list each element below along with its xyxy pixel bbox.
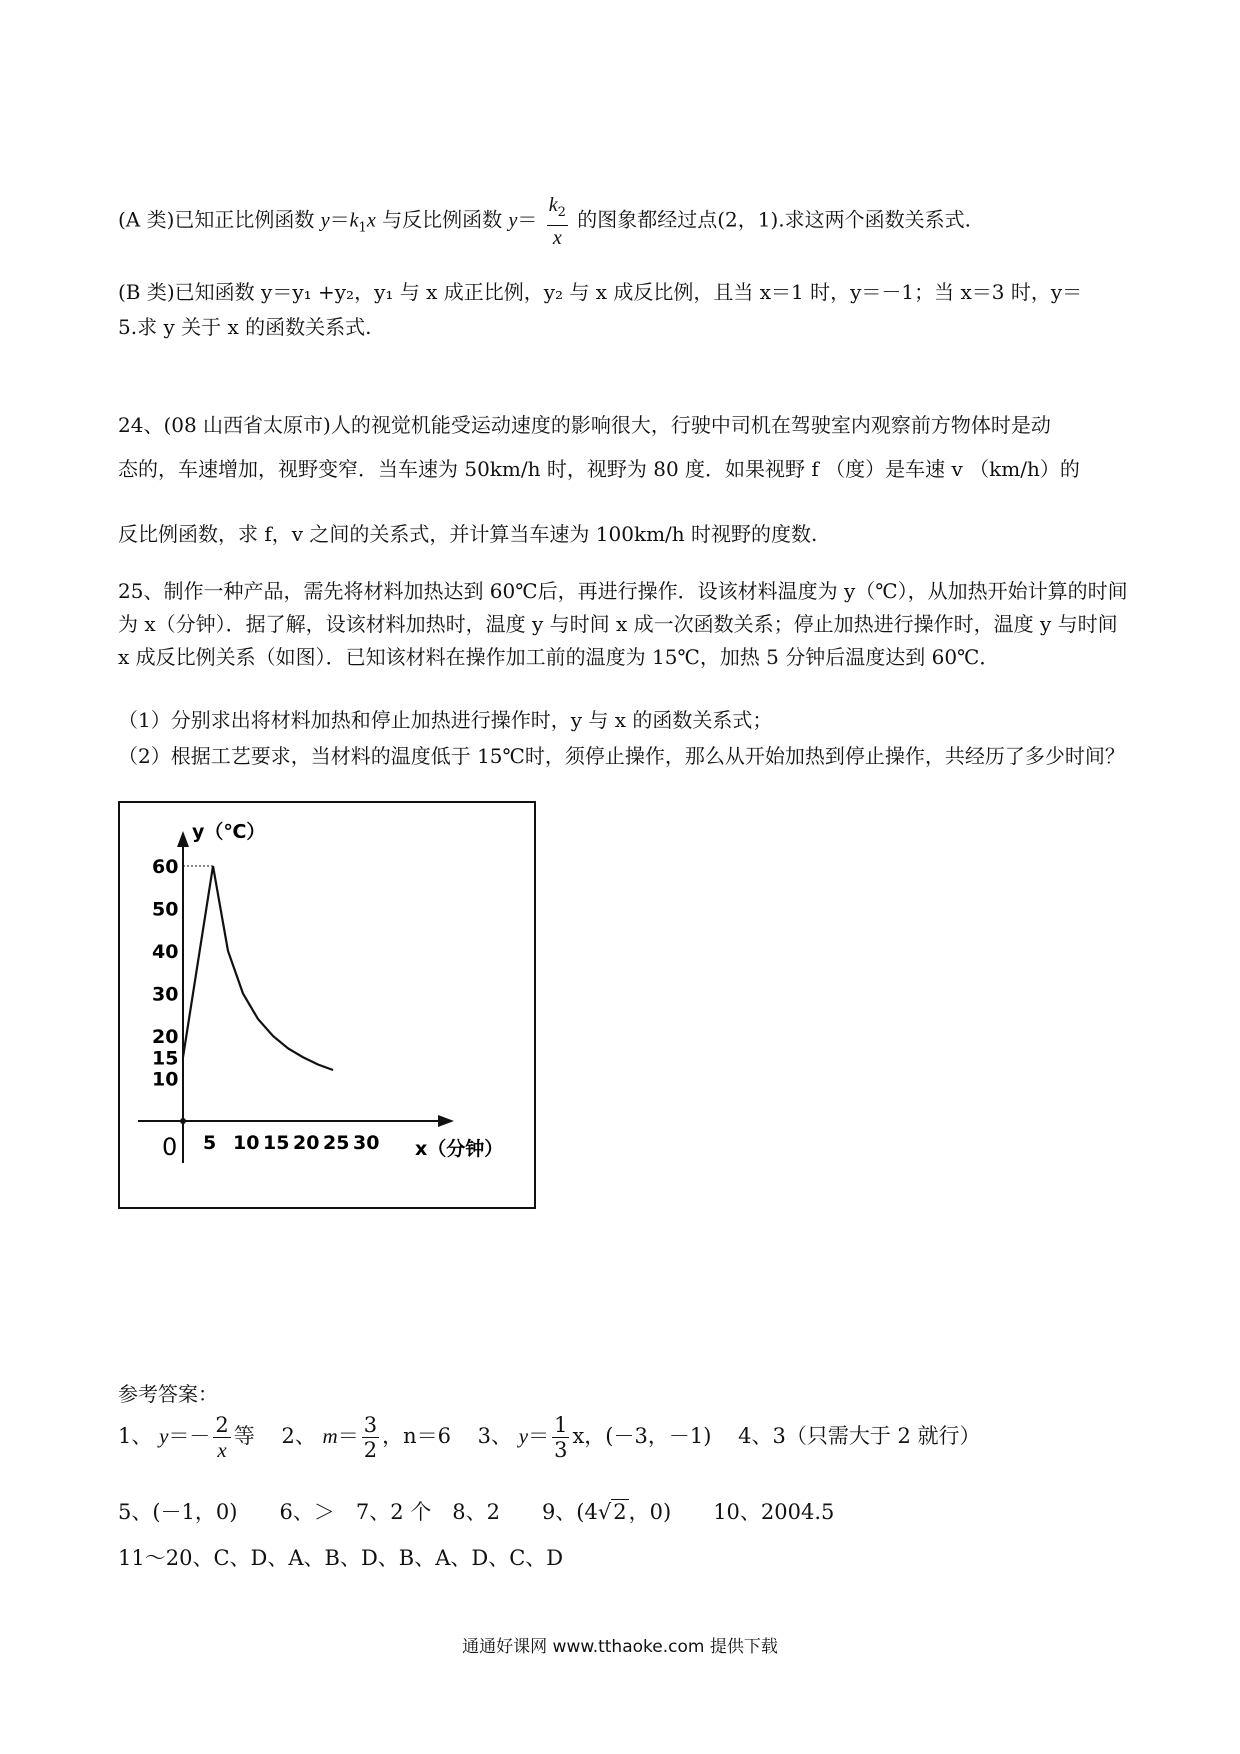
answer3-num: 1 — [554, 1413, 568, 1437]
answer9-sqrt: 2 — [613, 1500, 627, 1524]
y-tick-label: 10 — [152, 1068, 179, 1091]
answer2-prefix: 2、 — [281, 1424, 316, 1448]
x-axis-label: x（分钟） — [415, 1138, 504, 1160]
q25-sub1: （1）分别求出将材料加热和停止加热进行操作时，y 与 x 的函数关系式； — [118, 708, 773, 732]
x-tick-label: 15 — [263, 1132, 290, 1154]
answer1-lhs: y — [159, 1424, 169, 1448]
y-tick-label: 30 — [152, 983, 179, 1006]
answer4: 4、3（只需大于 2 就行） — [738, 1424, 981, 1448]
answer1-fraction — [213, 1413, 230, 1462]
answer3-den: 3 — [554, 1438, 568, 1462]
answer1-suffix: 等 — [233, 1424, 255, 1448]
q23-a-frac-den: x — [552, 227, 562, 249]
q23-a-prefix: (A 类)已知正比例函数 — [118, 207, 315, 232]
q23-a-frac-num: k — [548, 194, 558, 216]
q23-a-eq2-lhs: y — [508, 209, 518, 232]
q23-a-eq1-k: k — [349, 209, 359, 232]
y-axis-arrow — [177, 831, 189, 847]
answers-line2-a: 5、(－1，0) 6、＞ 7、2 个 8、2 9、(4 — [118, 1500, 598, 1524]
answer3-rest: x，(－3，－1) — [572, 1424, 712, 1448]
q23-a-eq1-var: x — [366, 209, 376, 232]
q24-line2: 态的，车速增加，视野变窄．当车速为 50km/h 时，视野为 80 度．如果视野 f （度）是车速 v （km/h）的 — [118, 457, 1080, 481]
origin-dot — [180, 1118, 186, 1124]
q23-a-frac-num-sub: 2 — [557, 205, 566, 220]
y-tick-label: 50 — [152, 898, 179, 921]
q23-a-line: (A 类)已知正比例函数 $y=k_1x$ 与反比例函数 y＝ $\frac{k_2}{x}$ 的图象都经过点(2，1).求这两个函数关系式. — [118, 194, 971, 249]
q23-a-suffix: 的图象都经过点(2，1).求这两个函数关系式. — [577, 207, 971, 232]
cooling-curve — [213, 866, 333, 1070]
answers-line2-b: ，0) 10、2004.5 — [628, 1500, 835, 1524]
answers-line1: 1、 y＝－ $\frac{2}{x}$ 等 2、 m＝ $\frac{3}{2}$ ，n＝6 3、 y＝ $\frac{1}{3}$ x，(－3，－1) 4、3（只需大于 2 就行） — [118, 1413, 981, 1462]
x-tick-label: 5 — [203, 1132, 217, 1154]
y-tick-label: 40 — [152, 941, 179, 963]
answer2-rest: ，n＝6 — [382, 1424, 451, 1448]
q23-a-fraction — [547, 192, 568, 250]
answer3-lhs: y — [518, 1424, 529, 1448]
answer2-num: 3 — [363, 1413, 378, 1437]
answer3-prefix: 3、 — [477, 1424, 513, 1448]
temperature-chart — [118, 801, 536, 1209]
x-axis-arrow — [438, 1115, 454, 1127]
q25-text: 25、制作一种产品，需先将材料加热达到 60℃后，再进行操作．设该材料温度为 y（℃），从加热开始计算的时间为 x（分钟）．据了解，设该材料加热时，温度 y 与时间 x 成一次函数关系；停止加热进行操作时，温度 y 与时间 x 成反比例关系（如图）．已知该材料在操作加工前的温度为 15℃，加热 5 分钟后温度达到 60℃． — [118, 579, 1128, 669]
series-group — [180, 866, 333, 1124]
q23-b-line1: (B 类)已知函数 y＝y₁ +y₂，y₁ 与 x 成正比例，y₂ 与 x 成反比例，且当 x＝1 时，y＝－1；当 x＝3 时，y＝ — [118, 280, 1083, 304]
chart-svg — [120, 803, 534, 1207]
answer1-prefix: 1、 — [118, 1424, 153, 1448]
answer2-fraction — [362, 1413, 379, 1462]
answer3-fraction — [552, 1413, 569, 1462]
answer1-num: 2 — [215, 1413, 229, 1437]
answers-line2: 5、(－1，0) 6、＞ 7、2 个 8、2 9、(4√2，0) 10、2004.5 — [118, 1500, 835, 1524]
q24-line1: 24、(08 山西省太原市)人的视觉机能受运动速度的影响很大，行驶中司机在驾驶室内观察前方物体时是动 — [118, 413, 1051, 437]
q24-line3: 反比例函数，求 f，v 之间的关系式，并计算当车速为 100km/h 时视野的度数. — [118, 522, 818, 546]
x-tick-label: 20 — [293, 1132, 320, 1154]
answer2-var: m — [322, 1424, 338, 1448]
tick-labels — [152, 856, 379, 1154]
x-tick-label: 10 — [233, 1132, 260, 1154]
answer1-eq: ＝－ — [168, 1424, 211, 1448]
answers-line3: 11～20、C、D、A、B、D、B、A、D、C、D — [118, 1546, 564, 1570]
page-footer: 通通好课网 www.tthaoke.com 提供下载 — [462, 1637, 778, 1657]
answer1-den: x — [217, 1438, 227, 1462]
q23-b-line2: 5.求 y 关于 x 的函数关系式. — [118, 315, 372, 339]
q23-a-eq1-lhs: y — [320, 209, 330, 232]
q23-a-mid: 与反比例函数 — [382, 207, 503, 232]
y-axis-label: y（℃） — [192, 821, 266, 843]
y-tick-label: 20 — [152, 1026, 179, 1048]
answers-heading: 参考答案： — [118, 1382, 218, 1406]
q25-sub2: （2）根据工艺要求，当材料的温度低于 15℃时，须停止操作，那么从开始加热到停止操作，共经历了多少时间？ — [118, 744, 1125, 768]
answer2-den: 2 — [363, 1438, 378, 1462]
q23-a-eq1-sub: 1 — [358, 220, 367, 236]
y-tick-label: 60 — [152, 856, 179, 878]
y-tick-label: 15 — [152, 1047, 179, 1070]
x-tick-label: 25 — [323, 1132, 350, 1154]
x-tick-label: 30 — [353, 1132, 380, 1154]
origin-label: 0 — [162, 1133, 178, 1161]
heating-line — [183, 866, 213, 1057]
